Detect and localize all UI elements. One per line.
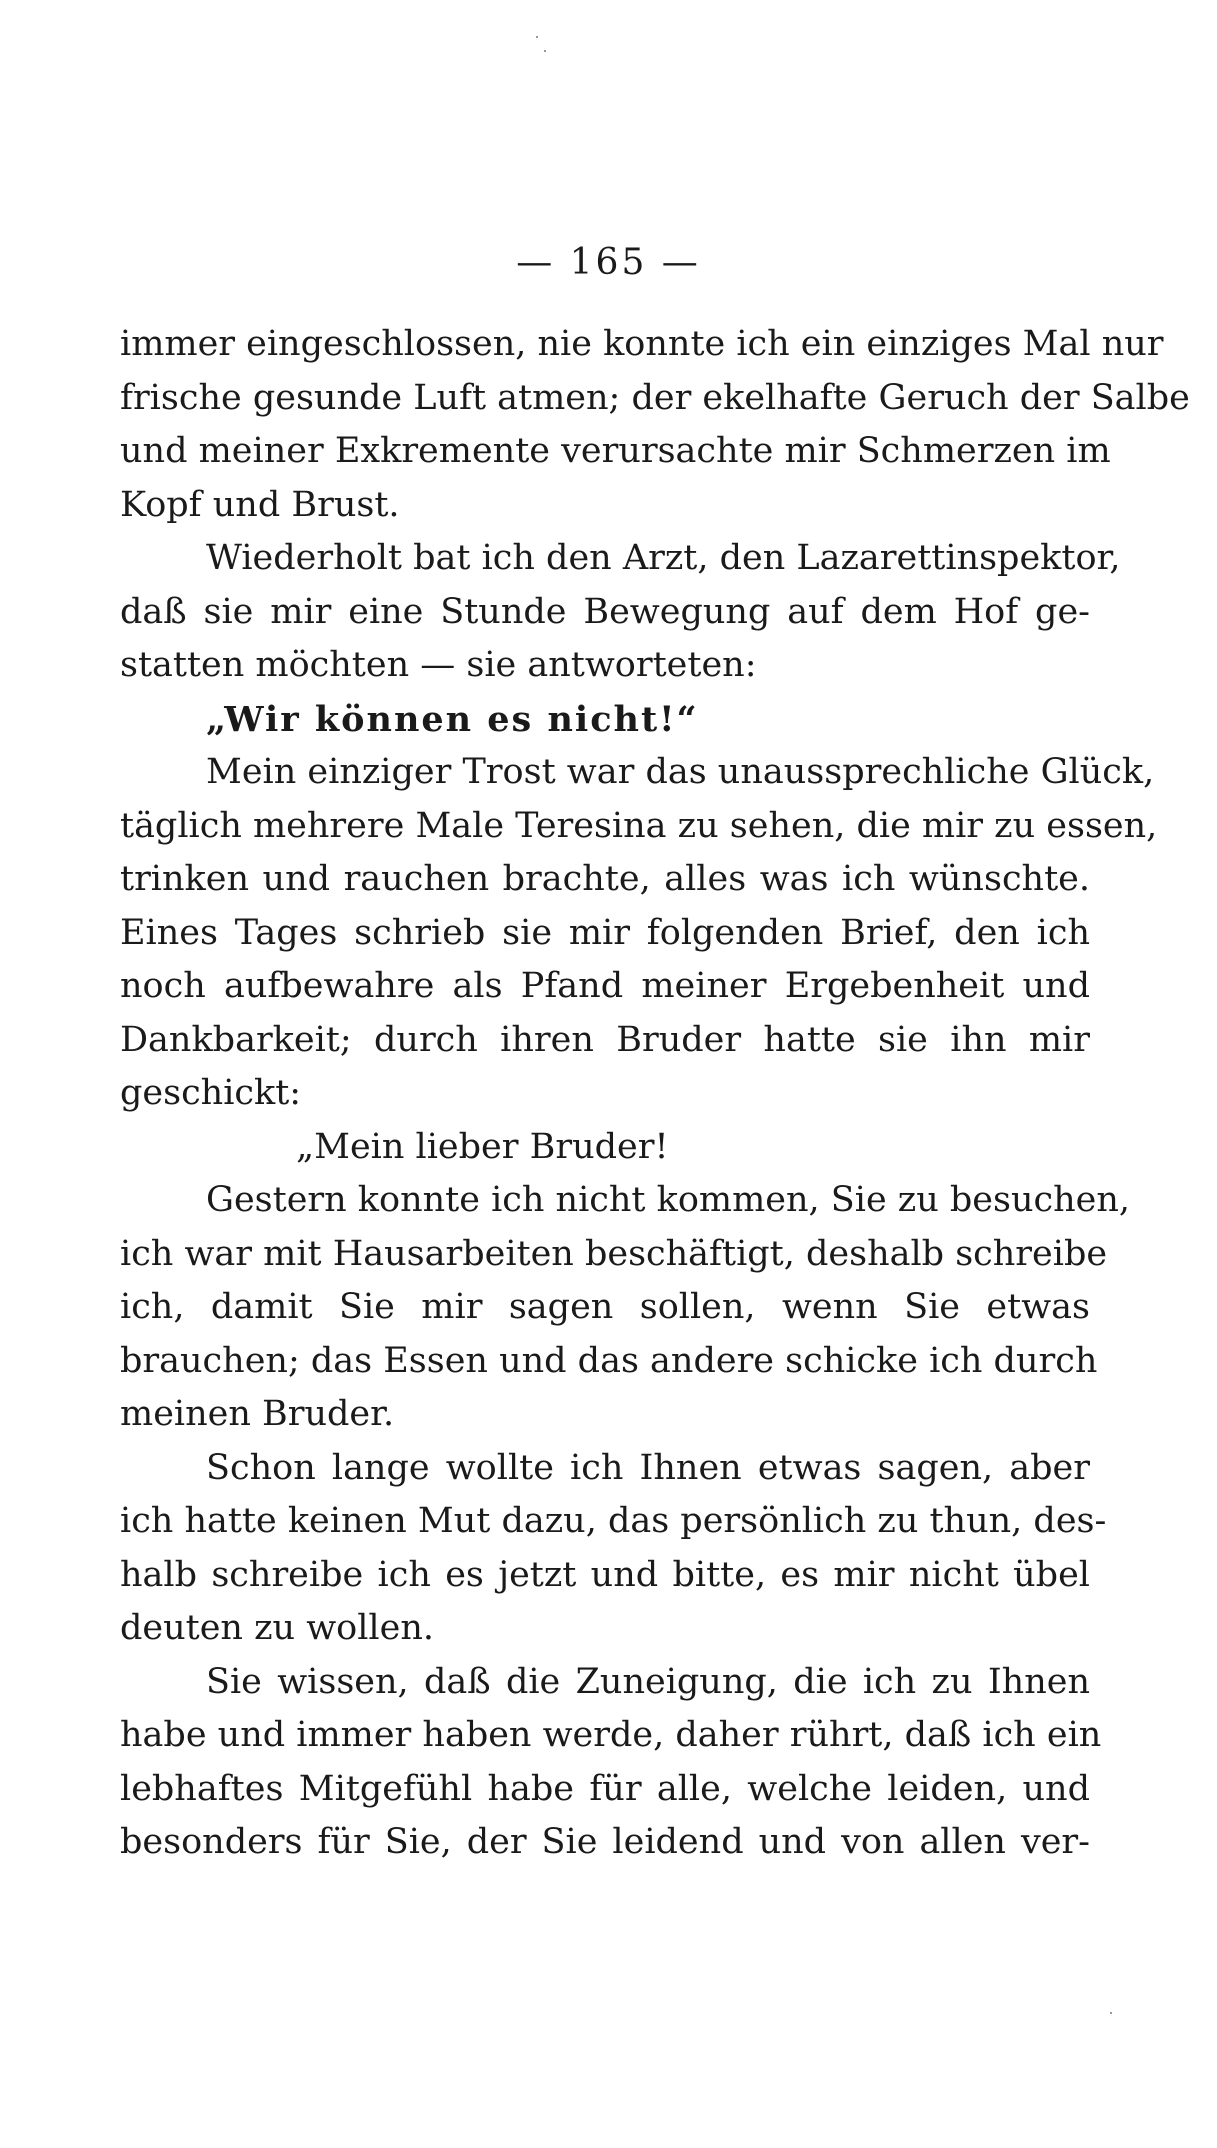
emphasized-quote: „Wir können es nicht!“ [206, 698, 699, 740]
text-line: Mein einziger Trost war das unaussprechliche Glück, [206, 752, 1155, 792]
text-line: Schon lange wollte ich Ihnen etwas sagen, aber [206, 1447, 1090, 1488]
text-line: Dankbarkeit; durch ihren Bruder hatte sie ihn mir [120, 1019, 1090, 1060]
text-line: ich, damit Sie mir sagen sollen, wenn Sie etwas [120, 1287, 1090, 1327]
page-number-header: — 165 — [516, 242, 701, 283]
page-body [120, 318, 1190, 1870]
text-line: Gestern konnte ich nicht kommen, Sie zu besuchen, [206, 1180, 1131, 1220]
text-line: immer eingeschlossen, nie konnte ich ein einziges Mal nur [120, 324, 1164, 364]
print-speck [544, 50, 546, 52]
text-line: noch aufbewahre als Pfand meiner Ergebenheit und [120, 966, 1090, 1006]
text-line: statten möchten — sie antworteten: [120, 645, 757, 685]
text-line: Wiederholt bat ich den Arzt, den Lazarettinspektor, [206, 538, 1121, 578]
text-line: deuten zu wollen. [120, 1608, 435, 1648]
text-line: ich hatte keinen Mut dazu, das persönlich zu thun, des- [120, 1501, 1107, 1541]
text-line: daß sie mir eine Stunde Bewegung auf dem Hof ge- [120, 591, 1090, 632]
text-line: trinken und rauchen brachte, alles was ich wünschte. [120, 859, 1090, 899]
text-line: Sie wissen, daß die Zuneigung, die ich zu Ihnen [206, 1661, 1090, 1702]
text-line: ich war mit Hausarbeiten beschäftigt, deshalb schreibe [120, 1233, 1108, 1274]
text-line: geschickt: [120, 1073, 302, 1113]
text-line: halb schreibe ich es jetzt und bitte, es mir nicht übel [120, 1554, 1090, 1595]
text-line: täglich mehrere Male Teresina zu sehen, die mir zu essen, [120, 805, 1158, 846]
print-speck [1110, 2012, 1112, 2014]
text-line: Kopf und Brust. [120, 484, 400, 525]
print-speck [536, 36, 538, 38]
letter-salutation: „Mein lieber Bruder! [296, 1126, 669, 1167]
text-line: habe und immer haben werde, daher rührt, daß ich ein [120, 1715, 1102, 1755]
text-line: frische gesunde Luft atmen; der ekelhafte Geruch der Salbe [120, 377, 1190, 418]
text-line: lebhaftes Mitgefühl habe für alle, welche leiden, und [120, 1768, 1090, 1809]
text-line: meinen Bruder. [120, 1394, 395, 1434]
text-line: brauchen; das Essen und das andere schicke ich durch [120, 1340, 1098, 1381]
text-line: besonders für Sie, der Sie leidend und von allen ver- [120, 1822, 1090, 1862]
text-line: und meiner Exkremente verursachte mir Schmerzen im [120, 431, 1111, 471]
text-line: Eines Tages schrieb sie mir folgenden Brief, den ich [120, 912, 1090, 953]
